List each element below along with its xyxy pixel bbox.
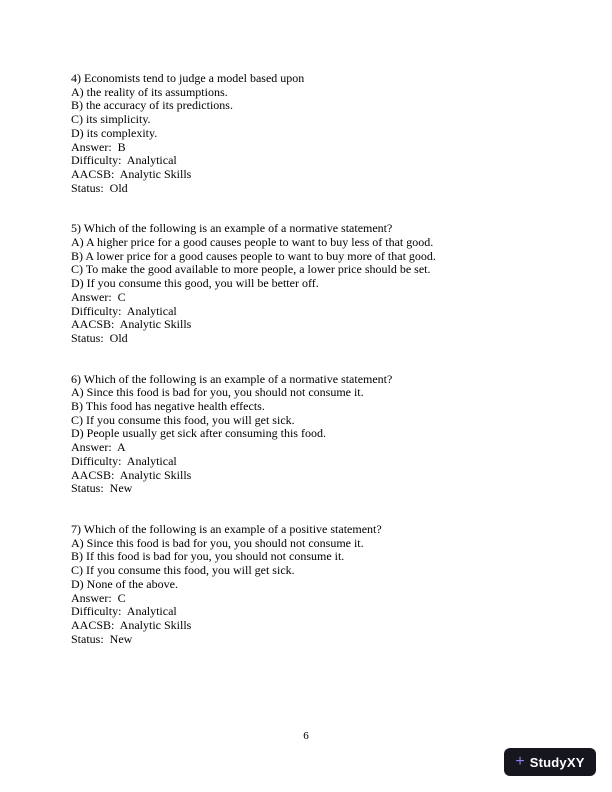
question-option-b: B) A lower price for a good causes people to want to buy more of that good. [71, 248, 436, 263]
question-option-c: C) If you consume this food, you will get sick. [71, 412, 295, 427]
question-block-4 [71, 72, 572, 195]
question-option-a: A) the reality of its assumptions. [71, 84, 228, 99]
question-difficulty: Difficulty: Analytical [71, 604, 177, 619]
question-option-b: B) If this food is bad for you, you should not consume it. [71, 549, 345, 564]
question-option-c: C) To make the good available to more people, a lower price should be set. [71, 262, 431, 277]
question-prompt: 7) Which of the following is an example of a positive statement? [71, 521, 382, 536]
question-aacsb: AACSB: Analytic Skills [71, 617, 192, 632]
brand-name-primary: Study [529, 754, 567, 770]
question-option-d: D) People usually get sick after consuming this food. [71, 426, 326, 441]
question-aacsb: AACSB: Analytic Skills [71, 166, 192, 181]
question-option-c: C) If you consume this food, you will get sick. [71, 563, 295, 578]
question-status: Status: Old [71, 180, 128, 195]
question-option-d: D) None of the above. [71, 576, 178, 591]
question-block-7 [71, 523, 572, 646]
question-option-a: A) Since this food is bad for you, you should not consume it. [71, 535, 364, 550]
question-status: Status: New [71, 631, 133, 646]
question-answer: Answer: B [71, 139, 126, 154]
question-option-a: A) A higher price for a good causes people to want to buy less of that good. [71, 235, 434, 250]
plus-icon: + [515, 752, 525, 770]
question-answer: Answer: C [71, 590, 126, 605]
question-status: Status: Old [71, 330, 128, 345]
question-prompt: 6) Which of the following is an example of a normative statement? [71, 371, 393, 386]
question-answer: Answer: A [71, 440, 126, 455]
brand-name [530, 755, 585, 770]
question-option-c: C) its simplicity. [71, 112, 151, 127]
question-option-d: D) If you consume this good, you will be better off. [71, 276, 319, 291]
page-content [71, 72, 572, 673]
question-block-5 [71, 222, 572, 345]
question-answer: Answer: C [71, 289, 126, 304]
question-option-a: A) Since this food is bad for you, you should not consume it. [71, 385, 364, 400]
question-prompt: 4) Economists tend to judge a model based upon [71, 71, 305, 85]
question-prompt: 5) Which of the following is an example of a normative statement? [71, 221, 393, 236]
studyxy-badge [504, 748, 596, 776]
question-option-b: B) the accuracy of its predictions. [71, 98, 233, 113]
page-number: 6 [303, 730, 309, 742]
question-option-b: B) This food has negative health effects. [71, 399, 265, 414]
question-status: Status: New [71, 481, 133, 496]
question-difficulty: Difficulty: Analytical [71, 303, 177, 318]
question-aacsb: AACSB: Analytic Skills [71, 317, 192, 332]
question-difficulty: Difficulty: Analytical [71, 153, 177, 168]
brand-name-secondary: XY [566, 754, 585, 770]
question-difficulty: Difficulty: Analytical [71, 453, 177, 468]
question-option-d: D) its complexity. [71, 125, 158, 140]
question-aacsb: AACSB: Analytic Skills [71, 467, 192, 482]
question-block-6 [71, 373, 572, 496]
